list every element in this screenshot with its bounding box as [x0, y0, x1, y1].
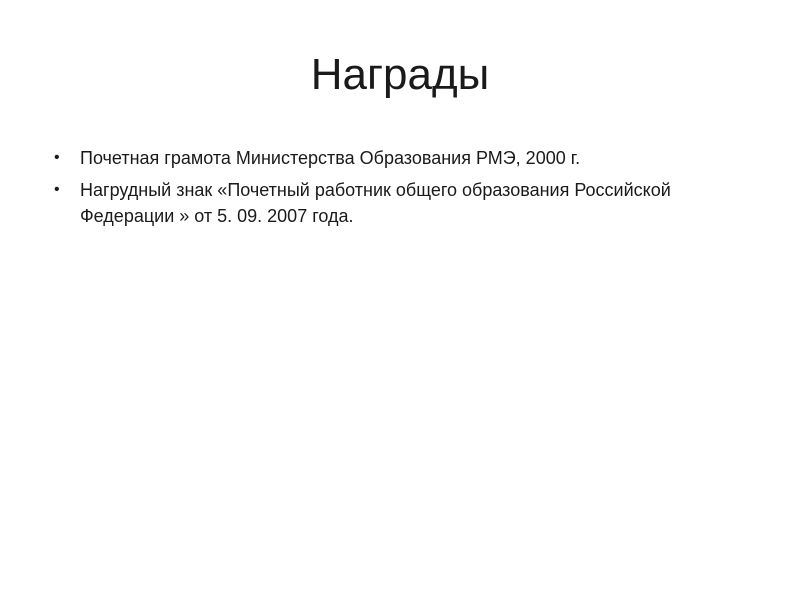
slide-title: Награды: [310, 50, 490, 99]
bullet-icon: •: [54, 149, 60, 166]
bullet-icon: •: [54, 181, 60, 198]
list-item: [54, 145, 744, 171]
list-item: [54, 177, 744, 229]
list-item-text: Нагрудный знак «Почетный работник общего образования Российской Федерации » от 5. 09. 2007 года.: [80, 180, 671, 226]
awards-list: [54, 145, 744, 235]
list-item-text: Почетная грамота Министерства Образования РМЭ, 2000 г.: [80, 148, 581, 168]
